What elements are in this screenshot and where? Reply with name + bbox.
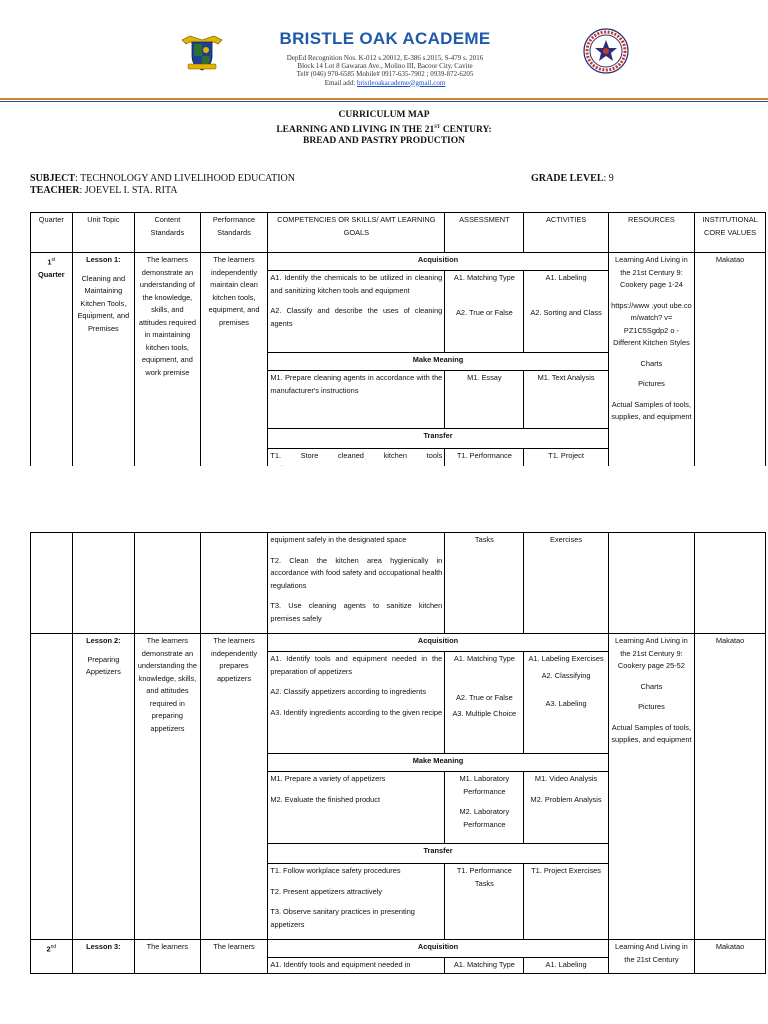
- header-competencies: COMPETENCIES OR SKILLS/ AMT LEARNING GOALS: [268, 213, 445, 253]
- unit-topic-cell: [72, 533, 134, 634]
- resource-item: Learning And Living in the 21st Century 9: Cookery page 1-24: [615, 255, 688, 289]
- competency-cell: [268, 864, 445, 940]
- assessment-cell: Tasks: [445, 533, 524, 634]
- table-row: [31, 940, 766, 958]
- unit-topic-cell: [72, 253, 134, 477]
- competency-item: M2. Evaluate the finished product: [270, 794, 381, 804]
- quarter-cell: [31, 940, 73, 974]
- resource-item: Actual Samples of tools, supplies, and equipment: [611, 722, 692, 744]
- section-transfer: Transfer: [268, 429, 608, 449]
- title-line-2-sup: ST: [434, 124, 441, 130]
- curriculum-table-page-2: [30, 532, 766, 974]
- school-name: BRISTLE OAK ACADEME: [279, 29, 491, 48]
- document-title: [0, 110, 768, 148]
- resource-item: Pictures: [638, 379, 665, 388]
- competency-cell: [268, 271, 445, 353]
- activity-item: A2. Classifying: [541, 670, 591, 680]
- activity-item: A2. Sorting and Class: [530, 307, 602, 317]
- assessment-cell: [445, 652, 524, 754]
- header-content-standards: Content Standards: [135, 213, 201, 253]
- assessment-item: M1. Laboratory Performance: [459, 774, 510, 796]
- lesson-number: Lesson 3:: [86, 942, 121, 951]
- email-label: Email add:: [324, 78, 356, 87]
- lesson-title: Cleaning and Maintaining Kitchen Tools, Equipment, and Premises: [77, 273, 130, 333]
- page-gap: [0, 466, 768, 532]
- quarter-number: 2: [46, 944, 51, 954]
- core-values-cell: Makatao: [695, 634, 766, 940]
- competency-cell: [268, 533, 445, 634]
- competency-item: T3. Observe sanitary practices in presenting appetizers: [270, 907, 415, 929]
- resource-item: Learning And Living in the 21st Century 9: Cookery page 25-52: [615, 636, 688, 670]
- teacher-line: [30, 185, 177, 196]
- activity-cell: A1. Labeling: [524, 958, 608, 974]
- header-resources: RESOURCES: [608, 213, 694, 253]
- lesson-title: Preparing Appetizers: [85, 654, 121, 676]
- content-standard-cell: The learners: [135, 940, 201, 974]
- quarter-cell: [31, 533, 73, 634]
- subject-line: [30, 173, 295, 184]
- header-assessment: ASSESSMENT: [445, 213, 524, 253]
- competency-item: A2. Classify appetizers according to ingredients: [270, 687, 427, 696]
- quarter-label: Quarter: [37, 269, 65, 279]
- address-line: Tel# (046) 970-6585 Mobile# 0917-635-7902 ; 0939-872-6205: [296, 70, 474, 79]
- assessment-item: A1. Matching Type: [453, 654, 515, 663]
- activity-cell: Exercises: [524, 533, 608, 634]
- unit-topic-cell: [72, 940, 134, 974]
- school-crest-icon: [180, 30, 224, 72]
- competency-item: T2. Clean the kitchen area hygienically in accordance with food safety and occupational health regulations: [270, 555, 443, 590]
- school-address: [250, 54, 520, 87]
- performance-standard-cell: The learners: [200, 940, 268, 974]
- assessment-item: M2. Laboratory Performance: [459, 807, 510, 829]
- subject-label: SUBJECT: [30, 173, 76, 184]
- competency-item: A1. Identify the chemicals to be utilized in cleaning and sanitizing kitchen tools and equipment: [270, 273, 443, 295]
- competency-item: M1. Prepare a variety of appetizers: [270, 774, 386, 783]
- assessment-cell: T1. Performance: [445, 449, 524, 477]
- table-row: [31, 533, 766, 634]
- core-values-cell: Makatao: [695, 940, 766, 974]
- core-values-cell: [695, 533, 766, 634]
- competency-cell: [268, 652, 445, 754]
- quarter-ordinal: st: [51, 257, 56, 263]
- activity-item: A1. Labeling Exercises: [528, 654, 604, 663]
- resources-cell: [608, 533, 694, 634]
- resource-item: Actual Samples of tools, supplies, and equipment: [611, 399, 692, 421]
- competency-item: T3. Use cleaning agents to sanitize kitchen premises safely: [270, 601, 443, 623]
- assessment-item: A2. True or False: [456, 307, 513, 317]
- competency-cell: T1. Store cleaned kitchen tools: [268, 449, 445, 477]
- title-line-2: [0, 122, 768, 137]
- section-make-meaning: Make Meaning: [268, 754, 608, 772]
- activity-cell: [524, 271, 608, 353]
- activity-item: A1. Labeling: [545, 273, 587, 282]
- title-line-2-suffix: CENTURY:: [440, 124, 492, 135]
- activity-cell: [524, 652, 608, 754]
- subject-value: : TECHNOLOGY AND LIVELIHOOD EDUCATION: [75, 173, 295, 184]
- competency-cell: A1. Identify tools and equipment needed in: [268, 958, 445, 974]
- activity-cell: T1. Project: [524, 449, 608, 477]
- assessment-item: A1. Matching Type: [453, 273, 515, 282]
- performance-standard-cell: The learners independently maintain clean kitchen tools, equipment, and premises: [200, 253, 268, 477]
- performance-standard-cell: The learners independently prepares appetizers: [200, 634, 268, 940]
- competency-item: equipment safely in the designated space: [270, 535, 407, 544]
- activity-item: M2. Problem Analysis: [530, 794, 602, 804]
- section-transfer: Transfer: [268, 844, 608, 864]
- teacher-label: TEACHER: [30, 185, 80, 196]
- title-line-1: CURRICULUM MAP: [338, 110, 430, 120]
- address-line: DepEd Recognition Nos. K-012 s.20012, E-386 s.2015, S-479 s. 2016: [286, 54, 484, 62]
- header-unit-topic: Unit Topic: [72, 213, 134, 253]
- email-line: [250, 79, 520, 87]
- content-standard-cell: [135, 533, 201, 634]
- unit-topic-cell: [72, 634, 134, 940]
- content-standard-cell: The learners demonstrate an understanding the knowledge, skills, and attitudes required in preparing appetizers: [135, 634, 201, 940]
- assessment-cell: [445, 772, 524, 844]
- title-line-2-text: LEARNING AND LIVING IN THE 21: [276, 124, 435, 135]
- quarter-ordinal: nd: [50, 944, 57, 950]
- header-performance-standards: Performance Standards: [200, 213, 268, 253]
- resource-item: Pictures: [638, 702, 665, 711]
- competency-item: A2. Classify and describe the uses of cleaning agents: [270, 306, 443, 328]
- assessment-cell: T1. Performance Tasks: [445, 864, 524, 940]
- address-line: Block 14 Lot 8 Gawaran Ave., Molino III, Bacoor City, Cavite: [297, 62, 473, 71]
- grade-line: [531, 173, 614, 184]
- section-acquisition: Acquisition: [268, 634, 608, 652]
- page-2: [0, 532, 768, 1024]
- table-row: [31, 253, 766, 271]
- resources-cell: Learning And Living in the 21st Century: [608, 940, 694, 974]
- competency-cell: M1. Prepare cleaning agents in accordance with the manufacturer's instructions: [268, 371, 445, 429]
- resource-item: Charts: [640, 681, 663, 691]
- activity-cell: M1. Text Analysis: [524, 371, 608, 429]
- resource-item: https://www .yout ube.co m/watch? v= PZ1C5Sgdp2 o - Different Kitchen Styles: [611, 300, 692, 347]
- assessment-cell: [445, 271, 524, 353]
- table-header-row: [31, 213, 766, 253]
- table-row: [31, 634, 766, 652]
- performance-standard-cell: [200, 533, 268, 634]
- assessment-cell: M1. Essay: [445, 371, 524, 429]
- lesson-number: Lesson 1:: [86, 255, 121, 264]
- deped-seal-icon: [583, 28, 629, 74]
- header-divider: [0, 98, 768, 100]
- header-core-values: INSTITUTIONAL CORE VALUES: [695, 213, 766, 253]
- content-standard-cell: The learners demonstrate an understanding of the knowledge, skills, and attitudes required in maintaining kitchen tools, equipment, and work premise: [135, 253, 201, 477]
- section-acquisition: Acquisition: [268, 940, 608, 958]
- section-acquisition: Acquisition: [268, 253, 608, 271]
- competency-item: T1. Follow workplace safety procedures: [270, 866, 401, 875]
- activity-cell: T1. Project Exercises: [524, 864, 608, 940]
- curriculum-table-page-1: [30, 212, 766, 477]
- page-1: [0, 0, 768, 466]
- competency-cell: [268, 772, 445, 844]
- email-link[interactable]: bristleoakacademe@gmail.com: [357, 78, 446, 87]
- assessment-item: A3. Multiple Choice: [452, 709, 517, 718]
- section-make-meaning: Make Meaning: [268, 353, 608, 371]
- activity-item: M1. Video Analysis: [534, 774, 598, 783]
- header-quarter: Quarter: [31, 213, 73, 253]
- grade-value: : 9: [603, 173, 614, 184]
- quarter-cell: [31, 253, 73, 477]
- competency-item: A3. Identify ingredients according to the given recipe: [270, 707, 443, 717]
- activity-item: A3. Labeling: [545, 699, 587, 708]
- assessment-cell: A1. Matching Type: [445, 958, 524, 974]
- quarter-cell: [31, 634, 73, 940]
- grade-label: GRADE LEVEL: [531, 173, 604, 184]
- teacher-value: : JOEVEL I. STA. RITA: [79, 185, 178, 196]
- core-values-cell: Makatao: [695, 253, 766, 477]
- header-activities: ACTIVITIES: [524, 213, 608, 253]
- resource-item: Charts: [640, 358, 663, 368]
- title-line-3: BREAD AND PASTRY PRODUCTION: [303, 136, 465, 147]
- quarter-number: 1: [47, 257, 52, 267]
- competency-item: A1. Identify tools and equipment needed in the preparation of appetizers: [270, 654, 443, 676]
- resources-cell: [608, 634, 694, 940]
- lesson-number: Lesson 2:: [86, 636, 121, 645]
- competency-item: T2. Present appetizers attractively: [270, 886, 383, 896]
- header-divider-secondary: [0, 101, 768, 102]
- assessment-item: A2. True or False: [456, 692, 513, 702]
- activity-cell: [524, 772, 608, 844]
- resources-cell: [608, 253, 694, 477]
